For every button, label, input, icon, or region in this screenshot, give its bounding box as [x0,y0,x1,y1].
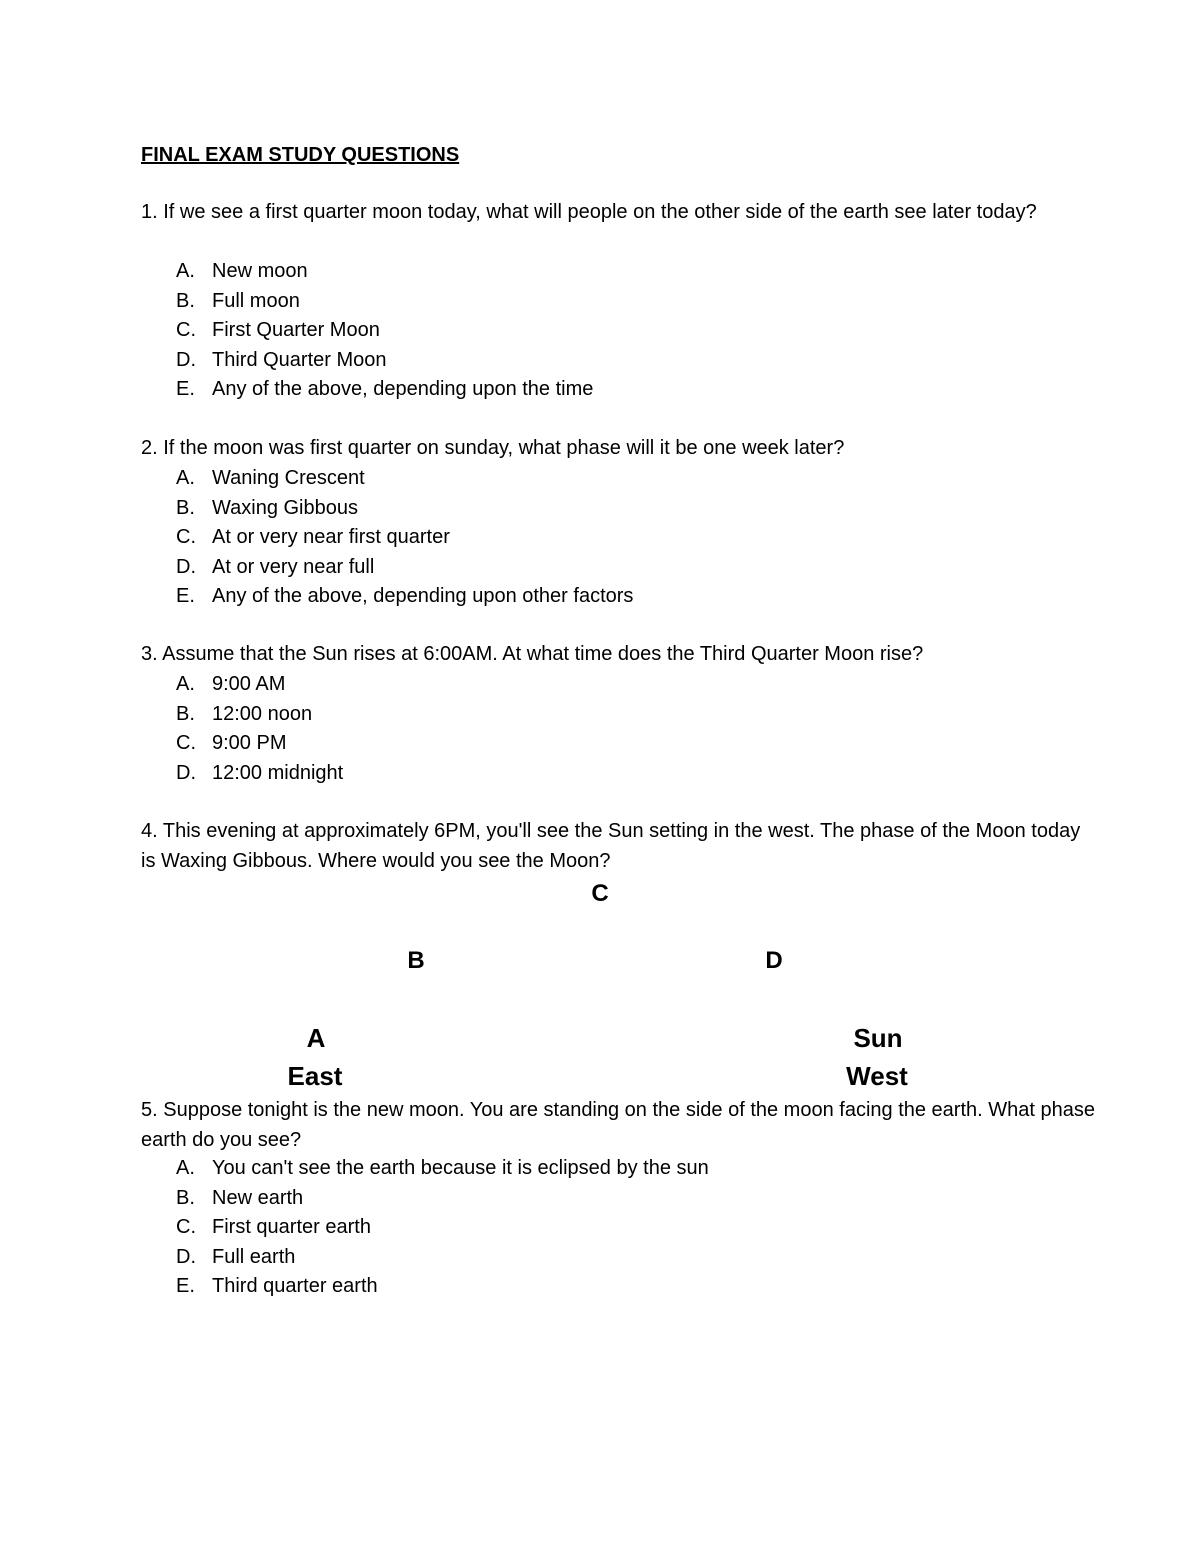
question-1-options [141,257,593,405]
question-4-text: 4. This evening at approximately 6PM, you'll see the Sun setting in the west. The phase of the Moon today is Waxing Gibbous. Where would you see the Moon? [141,820,1081,872]
option-item: E. Third quarter earth [176,1275,378,1298]
option-item: A. New moon [176,260,308,282]
diagram-label-east: East [287,1061,343,1091]
option-item: A. You can't see the earth because it is eclipsed by the sun [176,1157,709,1179]
option-item: D. Full earth [176,1245,296,1268]
option-item: D. Third Quarter Moon [176,348,387,371]
option-item: D. 12:00 midnight [176,761,344,784]
diagram-label-c: C [591,880,609,907]
diagram-label-b: B [407,947,425,974]
option-item: A. 9:00 AM [176,673,286,695]
page-title: FINAL EXAM STUDY QUESTIONS [141,144,460,166]
question-3-options [141,670,343,788]
question-3-text: 3. Assume that the Sun rises at 6:00AM. At what time does the Third Quarter Moon rise? [141,643,924,665]
option-item: A. Waning Crescent [176,467,365,489]
option-item: B. 12:00 noon [176,702,313,725]
diagram-label-d: D [765,947,783,974]
question-5-text: 5. Suppose tonight is the new moon. You are standing on the side of the moon facing the earth. What phase earth do you see? [141,1099,1095,1151]
question-1-text: 1. If we see a first quarter moon today, what will people on the other side of the earth see later today? [141,201,1037,223]
option-item: C. 9:00 PM [176,732,287,755]
option-item: B. Full moon [176,289,300,312]
option-item: B. Waxing Gibbous [176,496,358,519]
question-5-options [141,1154,709,1302]
question-2-options [141,464,633,612]
option-item: D. At or very near full [176,555,375,578]
diagram-label-sun: Sun [853,1023,903,1053]
option-item: C. First quarter earth [176,1216,371,1239]
option-item: C. At or very near first quarter [176,526,450,549]
question-2-text: 2. If the moon was first quarter on sunday, what phase will it be one week later? [141,437,845,459]
option-item: E. Any of the above, depending upon the time [176,378,594,401]
diagram-label-west: West [846,1061,908,1091]
option-item: E. Any of the above, depending upon other factors [176,585,634,608]
diagram-label-a: A [306,1023,326,1053]
option-item: C. First Quarter Moon [176,319,380,342]
option-item: B. New earth [176,1186,304,1209]
